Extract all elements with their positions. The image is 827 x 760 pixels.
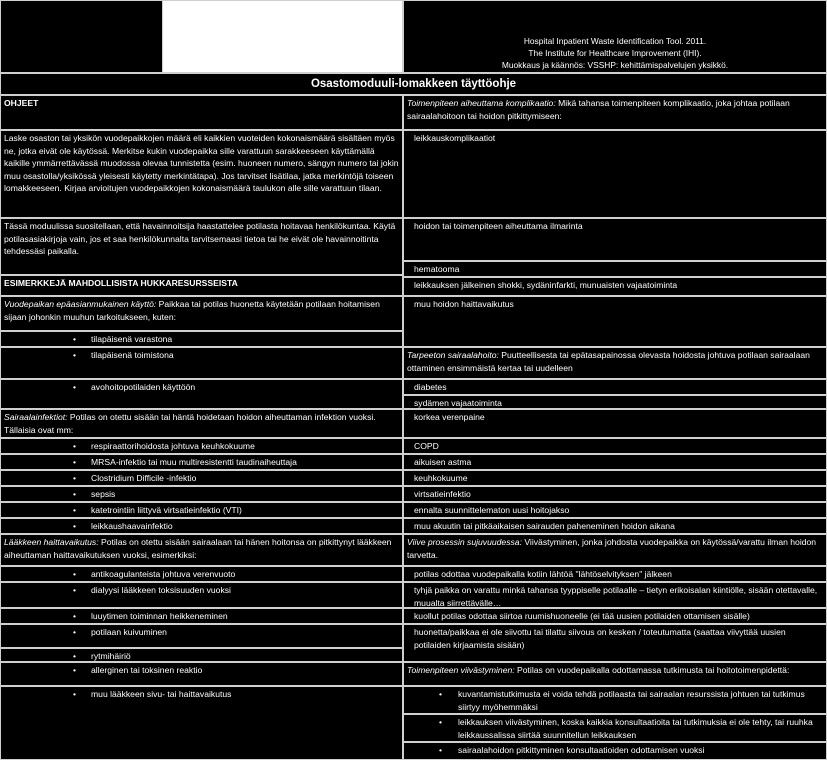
examples-heading: ESIMERKKEJÄ MAHDOLLISISTA HUKKARESURSSEISTA: [0, 275, 403, 296]
complication-lead: Toimenpiteen aiheuttama komplikaatio:: [407, 98, 556, 108]
list-item-text: katetrointiin liittyvä virtsatieinfektio (VTI): [91, 505, 242, 515]
list-item-text: Clostridium Difficile -infektio: [91, 473, 197, 483]
list-item-text: muu hoidon haittavaikutus: [414, 299, 514, 309]
list-item: [0, 331, 403, 347]
list-item-text: ennalta suunnittelematon uusi hoitojakso: [414, 505, 570, 515]
list-item: [403, 261, 827, 277]
list-item-text: tilapäisenä toimistona: [91, 350, 174, 360]
list-item: [403, 470, 827, 486]
list-item: [403, 379, 827, 395]
infection-intro: [0, 409, 403, 438]
list-item: [0, 624, 403, 648]
list-item: [0, 438, 403, 454]
procedure-delay-intro: [403, 662, 827, 686]
list-item-text: kuollut potilas odottaa siirtoa ruumishuoneelle (ei tää uusien potilaiden ottamisen sisälle): [414, 611, 750, 621]
list-item: [0, 518, 403, 534]
list-item: [0, 347, 403, 379]
list-item-text: hoidon tai toimenpiteen aiheuttama ilmarinta: [414, 221, 583, 231]
list-item: [403, 624, 827, 662]
list-item: [403, 218, 827, 261]
ohjeet-heading: OHJEET: [0, 95, 403, 130]
bullet-icon: •: [73, 585, 77, 595]
list-item: [403, 582, 827, 608]
list-item-text: aikuisen astma: [414, 457, 472, 467]
list-item: [0, 379, 403, 409]
bullet-icon: •: [73, 611, 77, 621]
bullet-icon: •: [439, 689, 443, 699]
complication-intro: [403, 95, 827, 130]
unnecessary-care-intro: [403, 347, 827, 379]
list-item-text: diabetes: [414, 382, 447, 392]
source-line-1: Hospital Inpatient Waste Identification Tool. 2011.: [523, 36, 707, 46]
list-item: [0, 608, 403, 624]
list-item-text: leikkaushaavainfektio: [91, 521, 173, 531]
list-item: [0, 454, 403, 470]
list-item-text: sepsis: [91, 489, 116, 499]
unnecessary-care-lead: Tarpeeton sairaalahoito:: [407, 350, 499, 360]
list-item: [403, 566, 827, 582]
list-item: [403, 130, 827, 218]
list-item-text: leikkauskomplikaatiot: [414, 133, 496, 143]
unnecessary-care-text: Puutteellisesta tai epätasapainossa olevasta hoidosta johtuva potilaan sairaalaan ottaminen ensimmäistä kertaa tai uudelleen: [407, 350, 810, 373]
list-item-text: avohoitopotilaiden käyttöön: [91, 382, 196, 392]
list-item-text: potilas odottaa vuodepaikalla kotiin lähtöä "lähtöselvityksen" jälkeen: [414, 569, 672, 579]
list-item-text: tyhjä paikka on varattu minkä tahansa tyyppiselle potilaalle – tietyn erikoisalan kiintiölle, sisään otettavalle, muualta siirrettävälle…: [414, 585, 818, 608]
list-item-text: muu lääkkeen sivu- tai haittavaikutus: [91, 689, 232, 699]
infection-text: Potilas on otettu sisään tai häntä hoidetaan hoidon aiheuttaman infektion vuoksi. Tällaisia ovat mm:: [4, 412, 376, 435]
bed-misuse-text: Paikkaa tai potilas huonetta käytetään potilaan hoitamisen sijaan johonkin muuhun tarkoitukseen, kuten:: [4, 299, 380, 322]
list-item-text: COPD: [414, 441, 439, 451]
list-item-text: huonetta/paikkaa ei ole siivottu tai tilattu siivous on kesken / toteutumatta (saattaa viivyttää uusien potilaiden kirjaamista sisään): [414, 627, 786, 650]
list-item: [403, 742, 827, 760]
drug-adverse-lead: Lääkkeen haittavaikutus:: [4, 537, 99, 547]
list-item-text: antikoagulanteista johtuva verenvuoto: [91, 569, 236, 579]
list-item: [403, 277, 827, 296]
list-item-text: leikkauksen jälkeinen shokki, sydäninfarkti, munuaisten vajaatoiminta: [414, 280, 678, 290]
bullet-icon: •: [73, 521, 77, 531]
list-item: [0, 582, 403, 608]
drug-adverse-intro: [0, 534, 403, 566]
bed-misuse-intro: [0, 296, 403, 331]
list-item-text: korkea verenpaine: [414, 412, 485, 422]
list-item: [403, 608, 827, 624]
list-item-text: dialyysi lääkkeen toksisuuden vuoksi: [91, 585, 231, 595]
list-item-text: hematooma: [414, 264, 460, 274]
list-item: [403, 395, 827, 409]
list-item: [403, 686, 827, 714]
list-item-text: tilapäisenä varastona: [91, 334, 173, 344]
bullet-icon: •: [73, 457, 77, 467]
bullet-icon: •: [73, 651, 77, 661]
infection-lead: Sairaalainfektiot:: [4, 412, 68, 422]
procedure-delay-text: Potilas on vuodepaikalla odottamassa tutkimusta tai hoitotoimenpidettä:: [514, 665, 790, 675]
source-line-2: The Institute for Healthcare Improvement (IHI).: [528, 48, 702, 58]
list-item: [403, 502, 827, 518]
list-item: [403, 454, 827, 470]
list-item: [0, 486, 403, 502]
bullet-icon: •: [73, 627, 77, 637]
source-note: [403, 0, 827, 73]
list-item: [0, 566, 403, 582]
list-item-text: rytmihäiriö: [91, 651, 131, 661]
list-item: [0, 648, 403, 662]
process-delay-text: Viivästyminen, jonka johdosta vuodepaikka on käytössä/varattu ilman hoidon tarvetta.: [407, 537, 817, 560]
bullet-icon: •: [73, 473, 77, 483]
list-item: [403, 296, 827, 347]
bullet-icon: •: [73, 441, 77, 451]
bullet-icon: •: [73, 665, 77, 675]
list-item: [403, 438, 827, 454]
list-item-text: sairaalahoidon pitkittyminen konsultaatioiden odottamisen vuoksi: [458, 745, 705, 755]
list-item: [0, 470, 403, 486]
instruction-paragraph-1: Laske osaston tai yksikön vuodepaikkojen määrä eli kaikkien vuoteiden kokonaismäärä sisältäen myös ne, jotka eivät ole käytössä. Merkitse kukin vuodepaikka sille varattuun sarakkeeseen käyttämällä kaikille ymmärrettävässä muodossa olevaa tunnistetta (esim. huoneen numero, sängyn numero tai jokin muu osastolla/yksikössä yleisesti käytetty merkintätapa). Jos tarvitset lisätilaa, jatka merkintöjä toiseen lomakkeeseen. Kirjaa arvioitujen vuodepaikkojen kokonaismäärä taulukon alle sille varattuun tilaan.: [0, 130, 403, 218]
list-item-text: virtsatieinfektio: [414, 489, 471, 499]
source-line-3: Muokkaus ja käännös: VSSHP: kehittämispalvelujen yksikkö.: [501, 60, 729, 70]
list-item: [0, 662, 403, 686]
list-item-text: sydämen vajaatoiminta: [414, 398, 502, 408]
list-item-text: leikkauksen viivästyminen, koska kaikkia konsultaatioita tai tutkimuksia ei ole tehty, tai ruuhka leikkaussalissa siirtää suunnitellun leikkauksen: [458, 717, 813, 740]
process-delay-intro: [403, 534, 827, 566]
list-item-text: luuytimen toiminnan heikkeneminen: [91, 611, 228, 621]
list-item: [0, 502, 403, 518]
logo-area: [162, 0, 403, 73]
bullet-icon: •: [73, 350, 77, 360]
list-item: [403, 486, 827, 502]
list-item-text: keuhkokuume: [414, 473, 468, 483]
bullet-icon: •: [73, 489, 77, 499]
list-item-text: MRSA-infektio tai muu multiresistentti taudinaiheuttaja: [91, 457, 297, 467]
list-item-text: respiraattorihoidosta johtuva keuhkokuume: [91, 441, 255, 451]
list-item-text: muu akuutin tai pitkäaikaisen sairauden paheneminen hoidon aikana: [414, 521, 675, 531]
list-item-text: potilaan kuivuminen: [91, 627, 167, 637]
list-item: [0, 686, 403, 760]
drug-adverse-text: Potilas on otettu sisään sairaalaan tai hänen hoitonsa on pitkittynyt lääkkeen aiheuttaman haittavaikutuksen vuoksi, esimerkiksi:: [4, 537, 392, 560]
process-delay-lead: Viive prosessin sujuvuudessa:: [407, 537, 522, 547]
list-item: [403, 409, 827, 438]
list-item: [403, 518, 827, 534]
bullet-icon: •: [73, 569, 77, 579]
bullet-icon: •: [439, 745, 443, 755]
bed-misuse-lead: Vuodepaikan epäasianmukainen käyttö:: [4, 299, 157, 309]
bullet-icon: •: [73, 689, 77, 699]
bullet-icon: •: [73, 505, 77, 515]
page-title: Osastomoduuli-lomakkeen täyttöohje: [0, 73, 827, 95]
list-item-text: allerginen tai toksinen reaktio: [91, 665, 203, 675]
bullet-icon: •: [439, 717, 443, 727]
procedure-delay-lead: Toimenpiteen viivästyminen:: [407, 665, 515, 675]
list-item: [403, 714, 827, 742]
blank-corner: [0, 0, 163, 73]
list-item-text: kuvantamistutkimusta ei voida tehdä potilaasta tai sairaalan resurssista johtuen tai tutkimus siirtyy myöhemmäksi: [458, 689, 805, 712]
bullet-icon: •: [73, 334, 77, 344]
complication-text: Mikä tahansa toimenpiteen komplikaatio, joka johtaa potilaan sairaalahoitoon tai hoidon pitkittymiseen:: [407, 98, 790, 121]
instruction-paragraph-2: Tässä moduulissa suositellaan, että havainnoitsija haastattelee potilasta hoitavaa henkilökuntaa. Käytä potilasasiakirjoja vain, jos et saa henkilökunnalta tarvitsemaasi tietoa tai he eivät ole havainnoitinta tehdessäsi paikalla.: [0, 218, 403, 275]
bullet-icon: •: [73, 382, 77, 392]
